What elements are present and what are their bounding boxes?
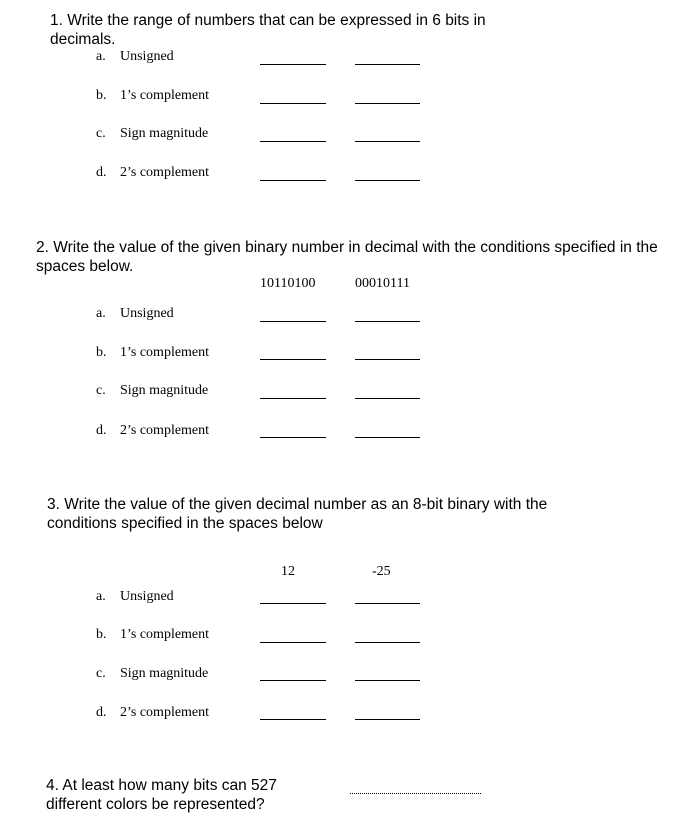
- q3-item-twos-complement: [96, 705, 209, 721]
- q3-d-answer-blank-1[interactable]: [260, 719, 326, 720]
- q1-a-answer-blank-2[interactable]: [355, 64, 420, 65]
- item-letter: a.: [96, 306, 106, 321]
- question-3-text: 3. Write the value of the given decimal number as an 8-bit binary with the conditions specified in the spaces below: [47, 496, 548, 532]
- q1-c-answer-blank-1[interactable]: [260, 141, 326, 142]
- item-letter: b.: [96, 88, 107, 103]
- question-1-text: 1. Write the range of numbers that can be expressed in 6 bits in decimals.: [50, 12, 486, 48]
- item-letter: b.: [96, 345, 107, 360]
- question-4-text: 4. At least how many bits can 527 different colors be represented?: [46, 777, 277, 813]
- q1-d-answer-blank-2[interactable]: [355, 180, 420, 181]
- q1-a-answer-blank-1[interactable]: [260, 64, 326, 65]
- item-letter: d.: [96, 705, 107, 720]
- q2-item-sign-magnitude: [96, 383, 208, 399]
- q1-c-answer-blank-2[interactable]: [355, 141, 420, 142]
- q3-c-answer-blank-2[interactable]: [355, 680, 420, 681]
- item-label: Unsigned: [120, 49, 174, 64]
- q2-c-answer-blank-2[interactable]: [355, 398, 420, 399]
- item-letter: c.: [96, 126, 106, 141]
- item-label: Sign magnitude: [120, 666, 209, 681]
- item-letter: c.: [96, 383, 106, 398]
- q2-a-answer-blank-1[interactable]: [260, 321, 326, 322]
- q3-item-unsigned: [96, 589, 174, 605]
- q2-a-answer-blank-2[interactable]: [355, 321, 420, 322]
- q3-b-answer-blank-1[interactable]: [260, 642, 326, 643]
- q2-column-header-1: 10110100: [260, 276, 316, 291]
- q1-item-twos-complement: [96, 165, 209, 181]
- item-letter: a.: [96, 49, 106, 64]
- q2-d-answer-blank-1[interactable]: [260, 437, 326, 438]
- q1-item-unsigned: [96, 49, 174, 65]
- item-label: Unsigned: [120, 306, 174, 321]
- q3-column-header-2: -25: [372, 564, 391, 579]
- item-letter: d.: [96, 165, 107, 180]
- q3-d-answer-blank-2[interactable]: [355, 719, 420, 720]
- item-label: 2’s complement: [120, 423, 210, 438]
- q2-column-header-2: 00010111: [355, 276, 410, 291]
- item-label: 2’s complement: [120, 165, 210, 180]
- q2-item-twos-complement: [96, 423, 209, 439]
- q1-b-answer-blank-2[interactable]: [355, 103, 420, 104]
- q3-item-sign-magnitude: [96, 666, 208, 682]
- item-label: 1’s complement: [120, 88, 210, 103]
- q2-item-ones-complement: [96, 345, 209, 361]
- q2-b-answer-blank-2[interactable]: [355, 359, 420, 360]
- q3-column-header-1: 12: [281, 564, 295, 579]
- q1-b-answer-blank-1[interactable]: [260, 103, 326, 104]
- q3-c-answer-blank-1[interactable]: [260, 680, 326, 681]
- item-label: 1’s complement: [120, 345, 210, 360]
- item-letter: c.: [96, 666, 106, 681]
- q2-item-unsigned: [96, 306, 174, 322]
- item-letter: a.: [96, 589, 106, 604]
- q1-item-ones-complement: [96, 88, 209, 104]
- item-label: 2’s complement: [120, 705, 210, 720]
- item-label: Unsigned: [120, 589, 174, 604]
- q2-d-answer-blank-2[interactable]: [355, 437, 420, 438]
- item-label: Sign magnitude: [120, 126, 209, 141]
- q4-answer-blank[interactable]: [350, 793, 481, 794]
- item-label: 1’s complement: [120, 627, 210, 642]
- item-label: Sign magnitude: [120, 383, 209, 398]
- item-letter: d.: [96, 423, 107, 438]
- q2-b-answer-blank-1[interactable]: [260, 359, 326, 360]
- q1-d-answer-blank-1[interactable]: [260, 180, 326, 181]
- question-2-text: 2. Write the value of the given binary number in decimal with the conditions specified in the spaces below.: [36, 239, 658, 275]
- q1-item-sign-magnitude: [96, 126, 208, 142]
- q3-item-ones-complement: [96, 627, 209, 643]
- q2-c-answer-blank-1[interactable]: [260, 398, 326, 399]
- q3-b-answer-blank-2[interactable]: [355, 642, 420, 643]
- q3-a-answer-blank-1[interactable]: [260, 603, 326, 604]
- q3-a-answer-blank-2[interactable]: [355, 603, 420, 604]
- item-letter: b.: [96, 627, 107, 642]
